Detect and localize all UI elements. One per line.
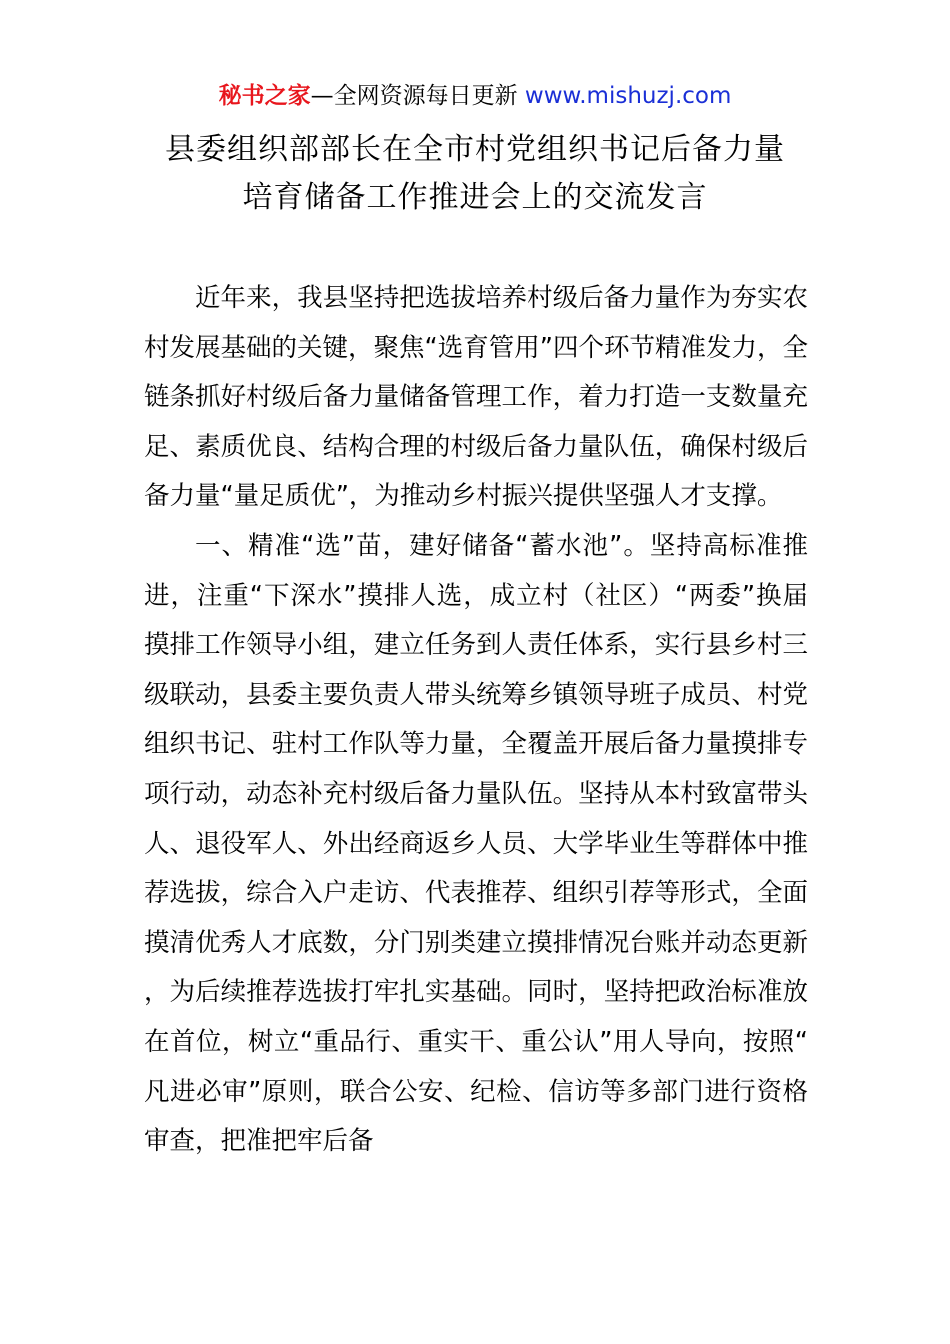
paragraph-section-1: 一、精准“选”苗，建好储备“蓄水池”。坚持高标准推进，注重“下深水”摸排人选，成立村（社区）“两委”换届摸排工作领导小组，建立任务到人责任体系，实行县乡村三级联动，县委主要负责人带头统筹乡镇领导班子成员、村党组织书记、驻村工作队等力量，全覆盖开展后备力量摸排专项行动，动态补充村级后备力量队伍。坚持从本村致富带头人、退役军人、外出经商返乡人员、大学毕业生等群体中推荐选拔，综合入户走访、代表推荐、组织引荐等形式，全面摸清优秀人才底数，分门别类建立摸排情况台账并动态更新，为后续推荐选拔打牢扎实基础。同时，坚持把政治标准放在首位，树立“重品行、重实干、重公认”用人导向，按照“凡进必审”原则，联合公安、纪检、信访等多部门进行资格审查，把准把牢后备 <box>144 530 808 1157</box>
site-header <box>0 80 950 112</box>
paragraph-intro: 近年来，我县坚持把选拔培养村级后备力量作为夯实农村发展基础的关键，聚焦“选育管用”四个环节精准发力，全链条抓好村级后备力量储备管理工作，着力打造一支数量充足、素质优良、结构合理的村级后备力量队伍，确保村级后备力量“量足质优”，为推动乡村振兴提供坚强人才支撑。 <box>144 283 808 512</box>
site-brand: 秘书之家 <box>218 83 311 109</box>
document-title <box>0 126 950 222</box>
title-line-2: 培育储备工作推进会上的交流发言 <box>242 180 708 215</box>
document-body <box>144 274 808 1167</box>
title-line-1: 县委组织部部长在全市村党组织书记后备力量 <box>165 132 785 167</box>
site-url-link[interactable]: www.mishuzj.com <box>524 83 732 109</box>
site-tagline: —全网资源每日更新 <box>310 83 518 109</box>
